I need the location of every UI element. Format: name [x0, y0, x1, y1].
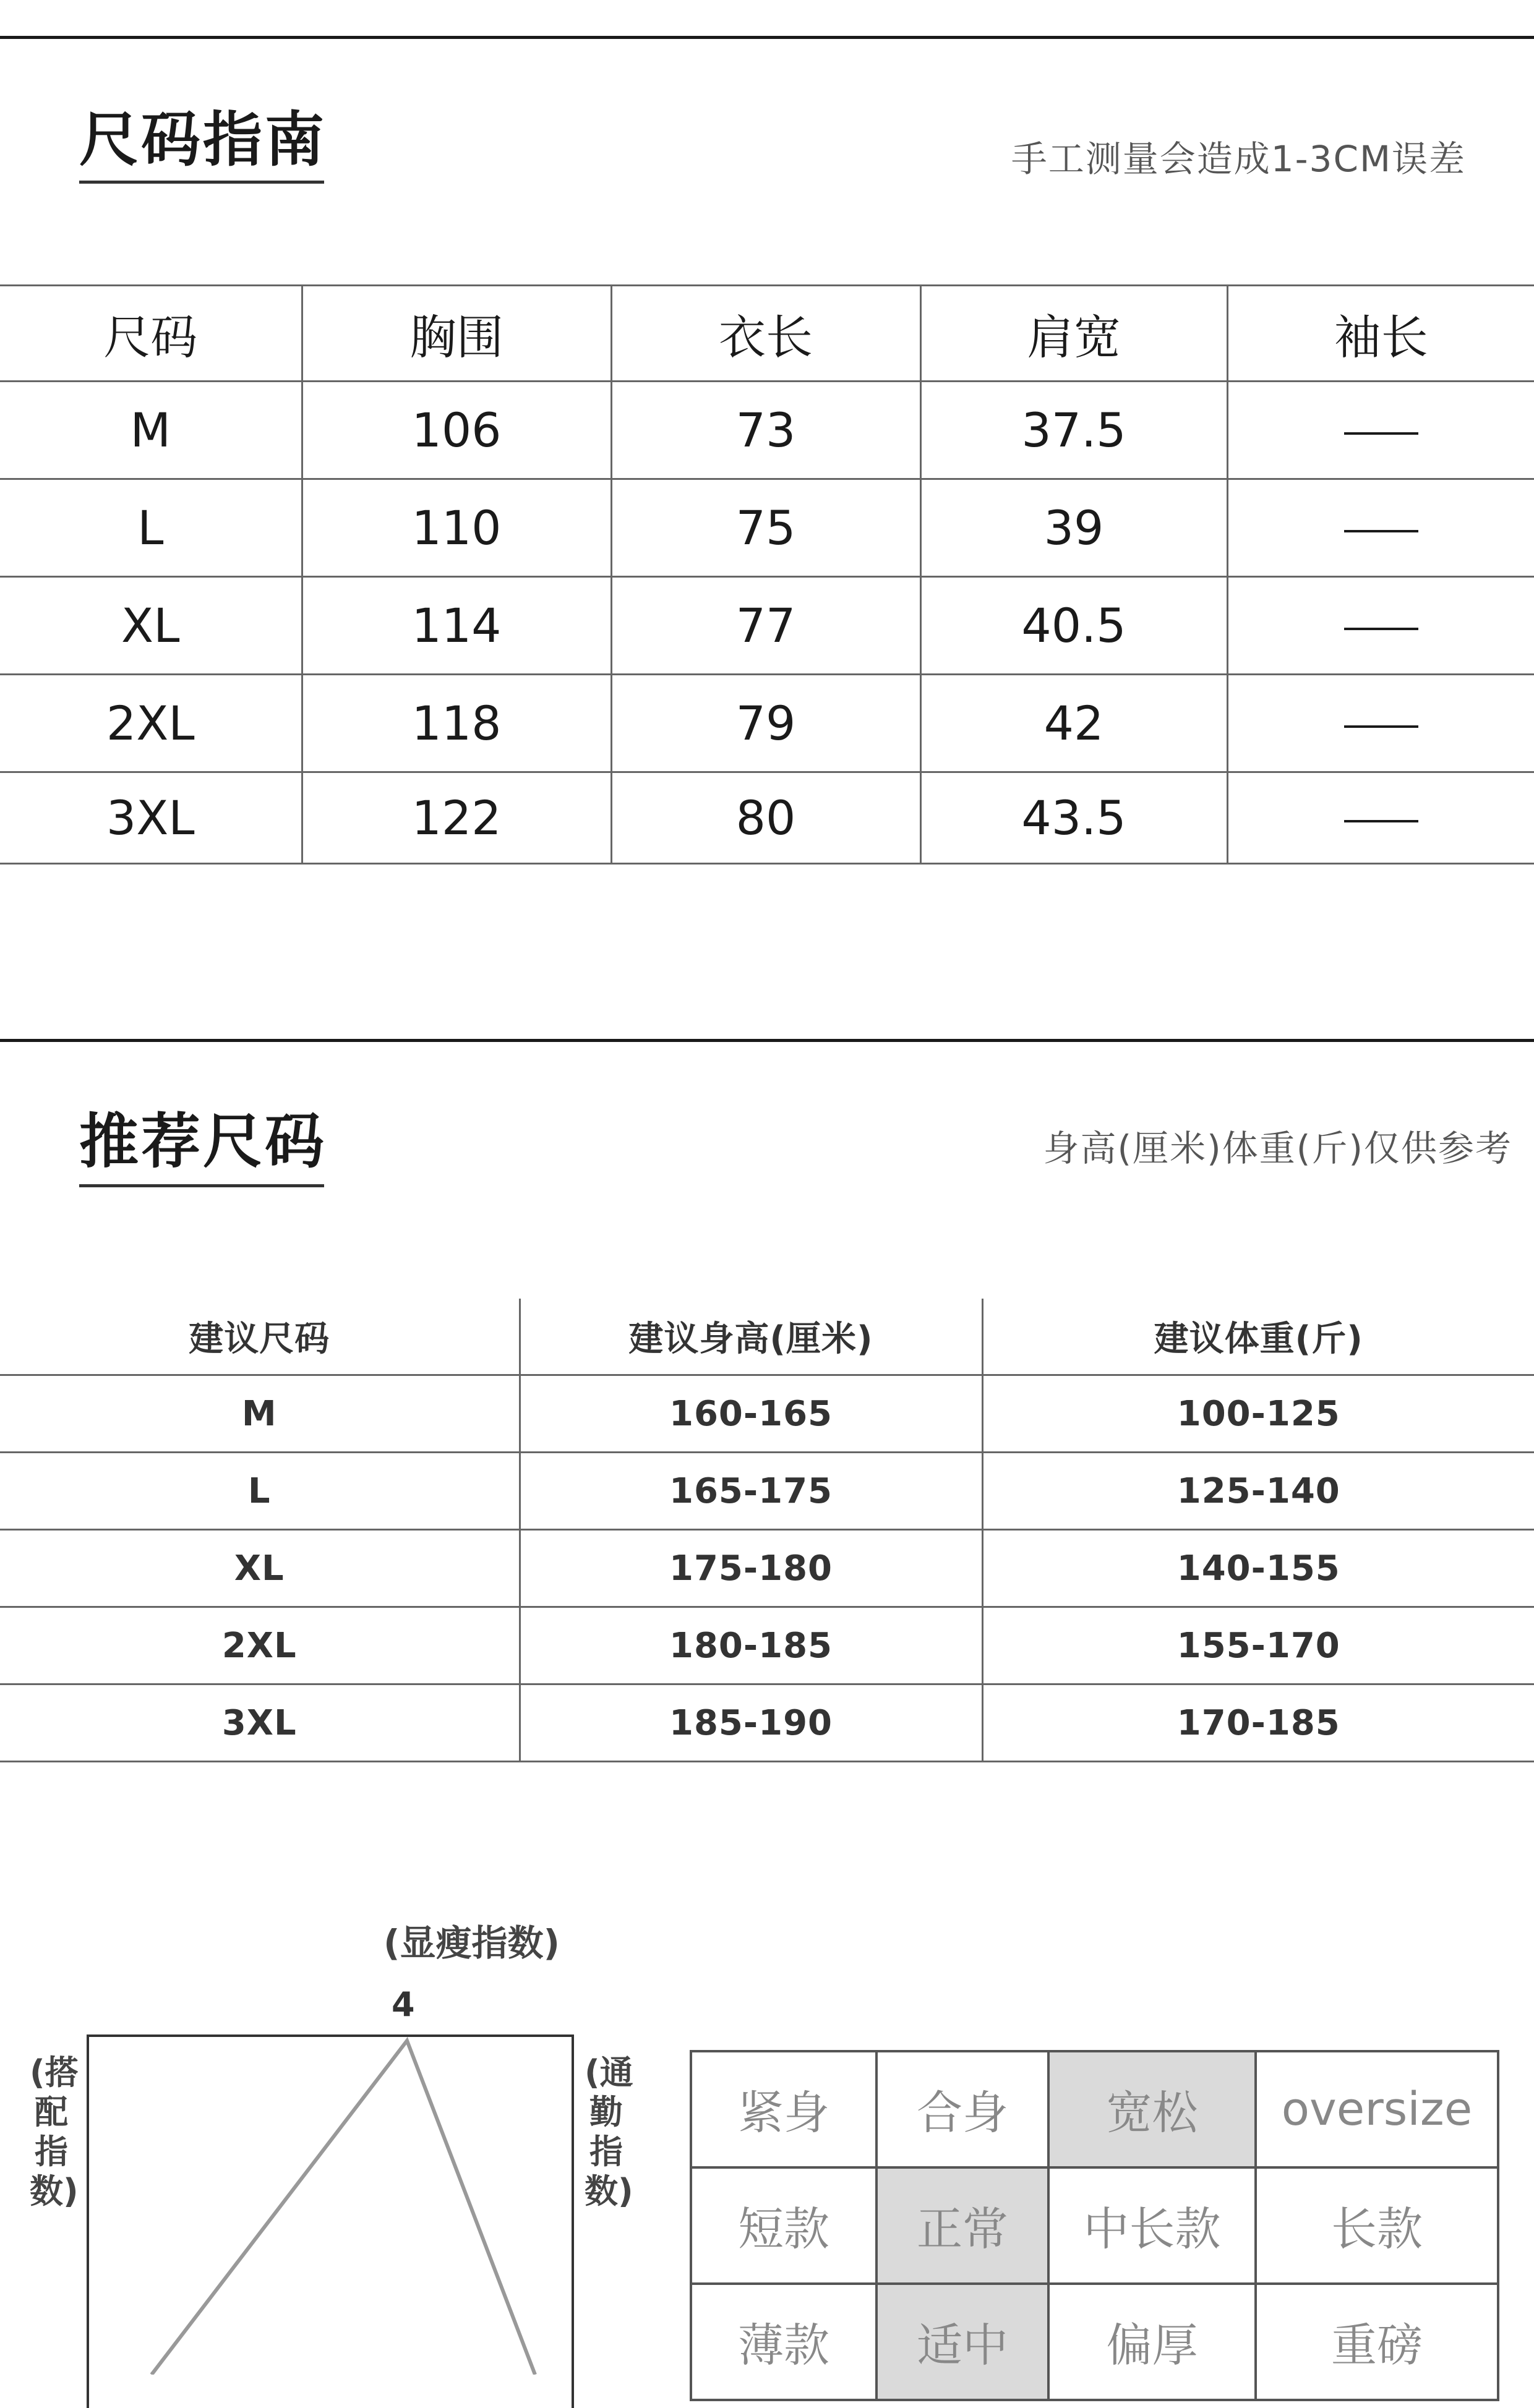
shoulder-cell: 40.5	[920, 577, 1227, 675]
thickness-option: 重磅	[1256, 2284, 1498, 2400]
length-cell: 77	[611, 577, 920, 675]
size-cell: 3XL	[0, 772, 302, 864]
rec-weight-cell: 140-155	[982, 1530, 1534, 1607]
rec-height-cell: 175-180	[520, 1530, 982, 1607]
length-option: 短款	[691, 2167, 876, 2284]
rec-size-cell: 2XL	[0, 1607, 520, 1684]
rec-size-cell: 3XL	[0, 1684, 520, 1762]
radar-left-label: (搭配指数)	[30, 2053, 79, 2211]
rec-size-cell: XL	[0, 1530, 520, 1607]
thickness-option: 偏厚	[1048, 2284, 1256, 2400]
fit-option: oversize	[1256, 2051, 1498, 2167]
chest-cell: 122	[302, 772, 611, 864]
rec-weight-cell: 155-170	[982, 1607, 1534, 1684]
recommend-note: 身高(厘米)体重(斤)仅供参考	[1043, 1127, 1512, 1169]
rec-weight-cell: 125-140	[982, 1453, 1534, 1530]
radar-top-value: 4	[392, 1985, 415, 2024]
size-table-header: 肩宽	[920, 286, 1227, 382]
size-guide-title: 尺码指南	[79, 105, 327, 174]
attribute-table	[690, 2050, 1499, 2401]
recommend-title: 推荐尺码	[79, 1107, 327, 1176]
length-cell: 73	[611, 382, 920, 479]
size-table-header: 尺码	[0, 286, 302, 382]
rec-size-cell: M	[0, 1375, 520, 1453]
recommend-header: 建议身高(厘米)	[520, 1299, 982, 1375]
length-cell: 80	[611, 772, 920, 864]
fit-row	[691, 2051, 1498, 2167]
shoulder-cell: 39	[920, 479, 1227, 577]
fit-option: 紧身	[691, 2051, 876, 2167]
thickness-row	[691, 2284, 1498, 2400]
shoulder-cell: 43.5	[920, 772, 1227, 864]
rec-height-cell: 180-185	[520, 1607, 982, 1684]
radar-title: (显瘦指数)	[384, 1922, 560, 1964]
chest-cell: 110	[302, 479, 611, 577]
size-cell: XL	[0, 577, 302, 675]
rec-height-cell: 160-165	[520, 1375, 982, 1453]
size-cell: M	[0, 382, 302, 479]
length-row	[691, 2167, 1498, 2284]
recommend-header: 建议尺码	[0, 1299, 520, 1375]
fit-option-selected: 宽松	[1048, 2051, 1256, 2167]
radar-polyline	[152, 2041, 535, 2375]
chest-cell: 118	[302, 675, 611, 772]
size-cell: L	[0, 479, 302, 577]
rec-weight-cell: 100-125	[982, 1375, 1534, 1453]
length-option: 长款	[1256, 2167, 1498, 2284]
fit-option: 合身	[876, 2051, 1048, 2167]
rec-size-cell: L	[0, 1453, 520, 1530]
length-cell: 79	[611, 675, 920, 772]
length-option-selected: 正常	[876, 2167, 1048, 2284]
shoulder-cell: 37.5	[920, 382, 1227, 479]
size-table-header: 衣长	[611, 286, 920, 382]
thickness-option-selected: 适中	[876, 2284, 1048, 2400]
size-cell: 2XL	[0, 675, 302, 772]
size-table-header: 胸围	[302, 286, 611, 382]
shoulder-cell: 42	[920, 675, 1227, 772]
length-option: 中长款	[1048, 2167, 1256, 2284]
size-guide-note: 手工测量会造成1-3CM误差	[1011, 138, 1466, 180]
chest-cell: 114	[302, 577, 611, 675]
thickness-option: 薄款	[691, 2284, 876, 2400]
rec-weight-cell: 170-185	[982, 1684, 1534, 1762]
radar-right-label: (通勤指数)	[585, 2053, 633, 2211]
rec-height-cell: 185-190	[520, 1684, 982, 1762]
recommend-header: 建议体重(斤)	[982, 1299, 1534, 1375]
size-table-header: 袖长	[1227, 286, 1534, 382]
rec-height-cell: 165-175	[520, 1453, 982, 1530]
chest-cell: 106	[302, 382, 611, 479]
length-cell: 75	[611, 479, 920, 577]
